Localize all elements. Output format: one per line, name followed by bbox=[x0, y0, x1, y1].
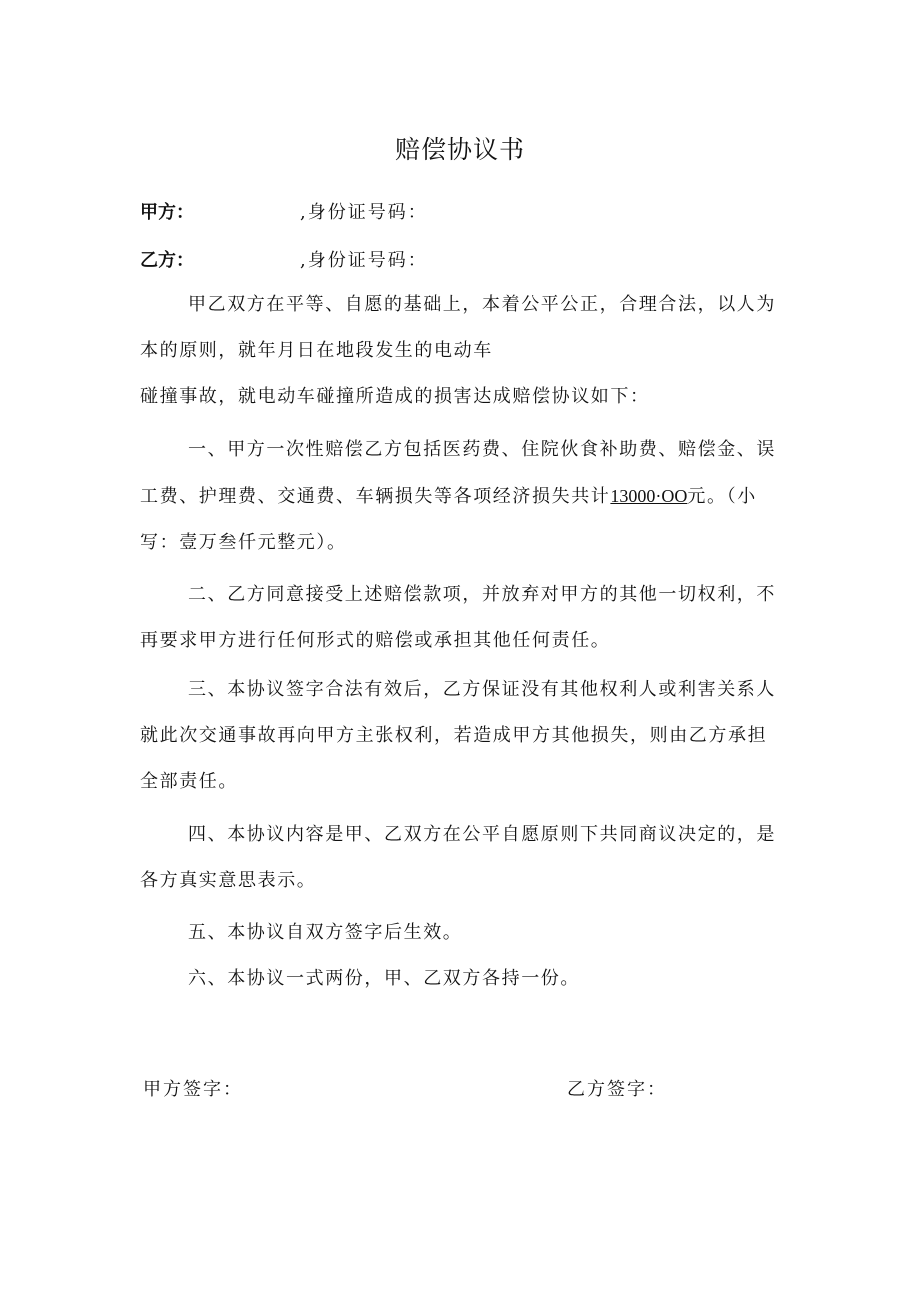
clause-2 bbox=[140, 572, 790, 664]
party-b-id-label: ,身份证号码： bbox=[300, 250, 428, 271]
party-b-row bbox=[140, 246, 428, 272]
clause-6 bbox=[140, 956, 790, 1002]
party-a-row bbox=[140, 198, 428, 224]
clause-4 bbox=[140, 812, 790, 904]
clause-3 bbox=[140, 667, 790, 805]
intro-line-1: 甲乙双方在平等、自愿的基础上，本着公平公正，合理合法，以人为 bbox=[188, 294, 776, 315]
clause-5 bbox=[140, 910, 790, 956]
clause-1-line-3: 写：壹万叁仟元整元）。 bbox=[140, 532, 347, 553]
party-b-label: 乙方： bbox=[140, 250, 194, 271]
clause-6-line-1: 六、本协议一式两份，甲、乙双方各持一份。 bbox=[188, 968, 580, 989]
clause-1-line-2-text: 工费、护理费、交通费、车辆损失等各项经济损失共计 bbox=[140, 486, 611, 507]
party-a-id-label: ,身份证号码： bbox=[300, 202, 428, 223]
party-a-label: 甲方： bbox=[140, 202, 194, 223]
party-b-signature-label: 乙方签字： bbox=[567, 1079, 667, 1100]
clause-1 bbox=[140, 427, 790, 566]
clause-1-line-2-tail: 元。（小 bbox=[687, 486, 757, 507]
clause-1-line-2 bbox=[140, 473, 790, 520]
clause-2-line-2: 再要求甲方进行任何形式的赔偿或承担其他任何责任。 bbox=[140, 630, 611, 651]
clause-1-line-1: 一、甲方一次性赔偿乙方包括医药费、住院伙食补助费、赔偿金、误 bbox=[188, 439, 776, 460]
clause-4-line-2: 各方真实意思表示。 bbox=[140, 870, 317, 891]
document-title: 赔偿协议书 bbox=[394, 135, 525, 164]
intro-paragraph bbox=[140, 282, 790, 420]
clause-4-line-1: 四、本协议内容是甲、乙双方在公平自愿原则下共同商议决定的，是 bbox=[188, 824, 776, 845]
compensation-amount: 13000·OO bbox=[610, 486, 688, 506]
clause-2-line-1: 二、乙方同意接受上述赔偿款项，并放弃对甲方的其他一切权利，不 bbox=[188, 584, 776, 605]
intro-line-2: 本的原则，就年月日在地段发生的电动车 bbox=[140, 340, 493, 361]
clause-3-line-1: 三、本协议签字合法有效后，乙方保证没有其他权利人或利害关系人 bbox=[188, 679, 776, 700]
intro-line-3: 碰撞事故，就电动车碰撞所造成的损害达成赔偿协议如下： bbox=[140, 386, 650, 407]
clause-3-line-3: 全部责任。 bbox=[140, 771, 238, 792]
party-a-signature-label: 甲方签字： bbox=[143, 1079, 243, 1100]
clause-3-line-2: 就此次交通事故再向甲方主张权利，若造成甲方其他损失，则由乙方承担 bbox=[140, 725, 768, 746]
clause-5-line-1: 五、本协议自双方签字后生效。 bbox=[188, 922, 463, 943]
